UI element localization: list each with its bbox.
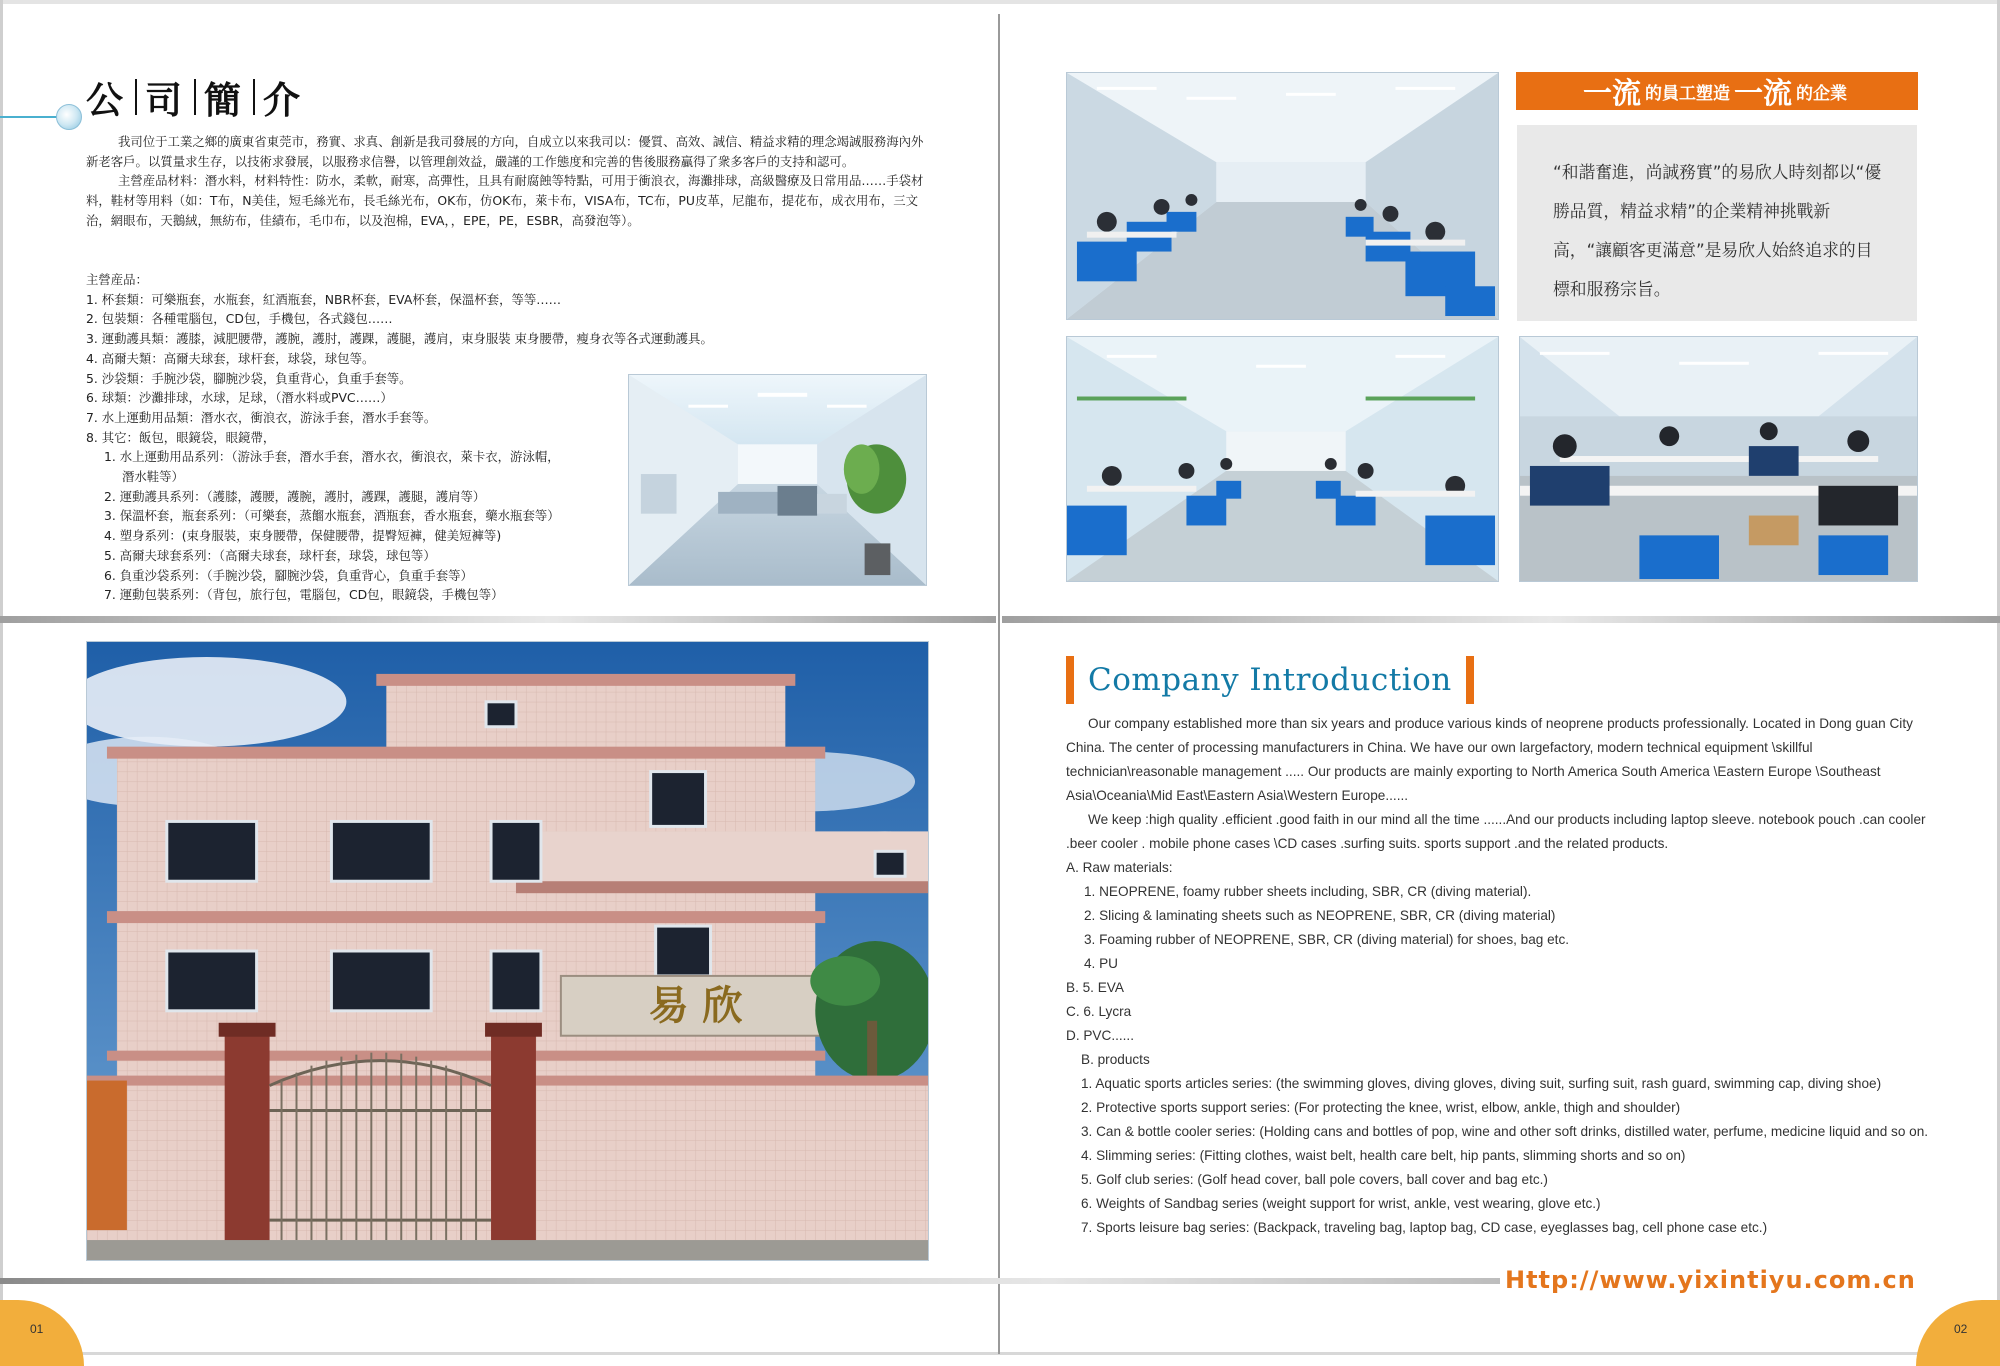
title-bar-right (1466, 656, 1474, 704)
list-item: 5. Golf club series: (Golf head cover, ball pole covers, ball cover and bag etc.) (1081, 1172, 1548, 1187)
list-item: 7. 水上運動用品類：潛水衣，衝浪衣，游泳手套，潛水手套等。 (86, 409, 437, 425)
intro-paragraph: We keep :high quality .efficient .good faith in our mind all the time ......And our products including laptop sleeve. notebook pouch .can cooler .beer cooler . mobile phone cases \CD cases .surfing suits. sports support .and the related products. (1066, 812, 1926, 851)
list-item: 2. Protective sports support series: (For protecting the knee, wrist, elbow, ankle, thigh and shoulder) (1081, 1100, 1681, 1115)
sub-list-item: 4. 塑身系列：(束身服裝，束身腰帶，保健腰帶，提臀短褲，健美短褲等) (104, 528, 502, 544)
list-item: 7. Sports leisure bag series: (Backpack, traveling bag, laptop bag, CD case, eyeglasses bag, cell phone case etc.) (1081, 1220, 1768, 1235)
section-divider-left (0, 616, 996, 623)
list-item: 4. Slimming series: (Fitting clothes, waist belt, health care belt, hip pants, slimming shorts and so on) (1081, 1148, 1686, 1163)
banner-big-text: 一流 (1734, 75, 1793, 110)
list-item: 8. 其它：飯包，眼鏡袋，眼鏡帶， (86, 429, 276, 445)
raw-materials-heading: A. Raw materials: (1066, 860, 1173, 875)
mission-quote: “和諧奮進，尚誠務實”的易欣人時刻都以“優勝品質，精益求精”的企業精神挑戰新高，“讓顧客更滿意”是易欣人始終追求的目標和服務宗旨。 (1553, 162, 1882, 299)
slogan-banner (1516, 72, 1918, 110)
sub-list-item: 2. 運動護具系列：（護膝，護腰，護腕，護肘，護踝，護腿，護肩等） (104, 488, 486, 504)
title-char: 公 (86, 78, 127, 122)
title-separator (253, 79, 255, 115)
sub-list-item: 1. 水上運動用品系列：（游泳手套，潛水手套，潛水衣，衝浪衣，萊卡衣，游泳帽， (104, 449, 560, 465)
factory-photo-1 (1066, 72, 1499, 320)
title-char: 介 (263, 78, 304, 122)
sub-list-item: 6. 負重沙袋系列：（手腕沙袋，腳腕沙袋，負重背心，負重手套等） (104, 567, 473, 583)
intro-paragraph: 主營産品材料：潛水料，材料特性：防水，柔軟，耐寒，高彈性，且具有耐腐蝕等特點，可用于衝浪衣，海灘排球，高級醫療及日常用品……手袋材料，鞋材等用料（如：T布，N美佳，短毛絲光布，長毛絲光布，OK布，仿OK布，萊卡布，VISA布，TC布，PU皮革，尼龍布，提花布，成衣用布，三文治，網眼布，天鵝絨，無紡布，佳績布，毛巾布，以及泡棉，EVA，，EPE，PE，ESBR，高發泡等）。 (86, 173, 924, 228)
building-sign-text: 易 欣 (648, 982, 743, 1029)
list-item: B. 5. EVA (1066, 980, 1124, 995)
intro-paragraph: 我司位于工業之鄉的廣東省東莞市，務實、求真、創新是我司發展的方向，自成立以來我司以：優質、高效、誠信、精益求精的理念竭誠服務海內外新老客戶。以質量求生存，以技術求發展，以服務求信譽，以管理創效益，嚴謹的工作態度和完善的售後服務贏得了衆多客戶的支持和認可。 (86, 134, 924, 169)
banner-big-text: 一流 (1582, 75, 1641, 110)
company-intro-en (1066, 712, 1936, 1240)
list-item: C. 6. Lycra (1066, 1004, 1132, 1019)
page-title-cn (80, 70, 310, 124)
list-item: 4. 高爾夫類：高爾夫球套，球杆套，球袋，球包等。 (86, 350, 375, 366)
intro-text-cn (86, 132, 931, 231)
list-item: 3. Foaming rubber of NEOPRENE, SBR, CR (diving material) for shoes, bag etc. (1084, 932, 1570, 947)
products-heading: 主營産品： (86, 272, 148, 287)
sub-list-item: 潛水鞋等） (122, 469, 184, 485)
title-bar-left (1066, 656, 1074, 704)
factory-photo-3 (1519, 336, 1918, 582)
page-border-top (0, 0, 2000, 4)
sub-list-item: 3. 保溫杯套，瓶套系列：（可樂套，蒸餾水瓶套，酒瓶套，香水瓶套，藥水瓶套等） (104, 508, 560, 524)
list-item: 3. 運動護具類：護膝，減肥腰帶，護腕，護肘，護踝，護腿，護肩，束身服裝 束身腰帶，瘦身衣等各式運動護具。 (86, 331, 713, 347)
list-item: 1. NEOPRENE, foamy rubber sheets including, SBR, CR (diving material). (1084, 884, 1532, 899)
title-char: 簡 (204, 78, 245, 122)
company-building-photo (86, 641, 929, 1261)
list-item: 1. Aquatic sports articles series: (the swimming gloves, diving gloves, diving suit, surfing suit, rash guard, swimming cap, diving shoe) (1081, 1076, 1882, 1091)
list-item: D. PVC...... (1066, 1028, 1134, 1043)
page-number-right: 02 (1954, 1322, 1968, 1336)
section-divider-right (1002, 616, 2000, 623)
sub-list-item: 7. 運動包裝系列：（背包，旅行包，電腦包，CD包，眼鏡袋，手機包等） (104, 587, 504, 603)
title-separator (194, 79, 196, 115)
title-bubble-icon (56, 104, 82, 130)
product-list-cn (86, 270, 713, 605)
en-title-block (1066, 656, 1474, 704)
office-photo (628, 374, 927, 586)
page-border-left (0, 0, 3, 1366)
title-char: 司 (145, 78, 186, 122)
list-item: 2. 包裝類：各種電腦包，CD包，手機包，各式錢包…… (86, 311, 393, 327)
factory-photo-2 (1066, 336, 1499, 582)
intro-paragraph: Our company established more than six years and produce various kinds of neoprene products professionally. Located in Dong guan City China. The center of processing manufacturers in China. We have our own largefactory, modern technical equipment \skillful technician\reasonable management ..... Our products are mainly exporting to North America South America \Eastern Europe \Southeast Asia\Oceania\Mid East\Eastern Asia\Western Europe...... (1066, 716, 1913, 803)
website-url[interactable]: Http://www.yixintiyu.com.cn (1505, 1266, 1916, 1294)
banner-small-text: 的員工塑造 (1645, 83, 1730, 104)
list-item: 3. Can & bottle cooler series: (Holding cans and bottles of pop, wine and other soft drinks, distilled water, perfume, medicine liquid and so on. (1081, 1124, 1929, 1139)
products-heading: B. products (1081, 1052, 1150, 1067)
mission-quote-box (1517, 125, 1917, 321)
list-item: 1. 杯套類：可樂瓶套，水瓶套，紅酒瓶套，NBR杯套，EVA杯套，保溫杯套，等等…… (86, 291, 562, 307)
title-separator (135, 79, 137, 115)
banner-small-text: 的企業 (1796, 83, 1848, 104)
en-section-title: Company Introduction (1088, 662, 1452, 698)
list-item: 2. Slicing & laminating sheets such as NEOPRENE, SBR, CR (diving material) (1084, 908, 1556, 923)
page-spine (998, 14, 1000, 1354)
list-item: 5. 沙袋類：手腕沙袋，腳腕沙袋，負重背心，負重手套等。 (86, 370, 412, 386)
list-item: 6. 球類：沙灘排球，水球，足球，（潛水料或PVC……） (86, 390, 393, 406)
list-item: 4. PU (1084, 956, 1118, 971)
page-border-bottom (0, 1352, 2000, 1355)
page-number-left: 01 (30, 1322, 44, 1336)
list-item: 6. Weights of Sandbag series (weight support for wrist, ankle, vest wearing, glove etc.) (1081, 1196, 1601, 1211)
footer-divider (0, 1278, 1500, 1284)
sub-list-item: 5. 高爾夫球套系列：（高爾夫球套，球杆套，球袋，球包等） (104, 547, 436, 563)
